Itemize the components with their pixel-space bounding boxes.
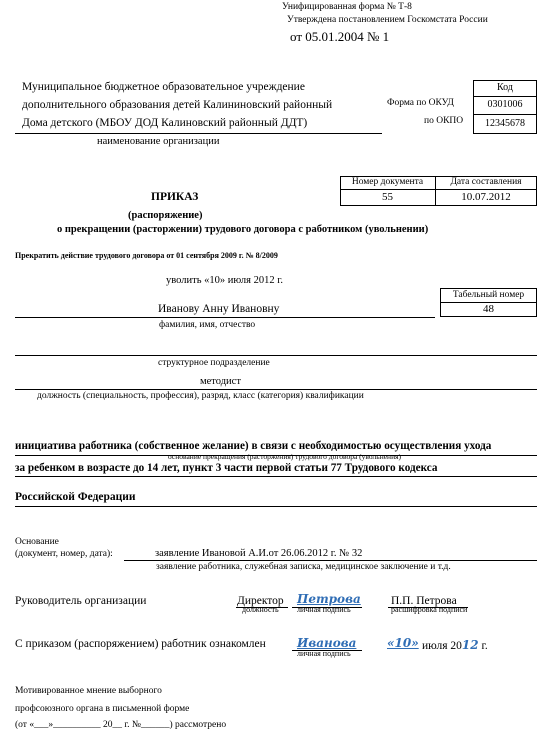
org-underline: [15, 133, 382, 134]
head-decode-caption: расшифровка подписи: [391, 605, 468, 614]
terminate-text: Прекратить действие трудового договора от 01 сентября 2009 г. № 8/2009: [15, 251, 278, 260]
employee-name: Иванову Анну Ивановну: [158, 303, 280, 315]
okud-label: Форма по ОКУД: [387, 98, 454, 108]
tab-number-header: Табельный номер: [452, 290, 525, 300]
org-line-3: Дома детского (МБОУ ДОД Калиновский районный ДДТ): [22, 117, 308, 129]
head-label: Руководитель организации: [15, 595, 147, 607]
form-name: Унифицированная форма № Т-8: [282, 2, 412, 12]
org-caption: наименование организации: [97, 136, 220, 147]
head-signature: Петрова: [297, 592, 361, 606]
org-line-2: дополнительного образования детей Калининовский районный: [22, 99, 333, 111]
head-position-caption: должность: [242, 605, 279, 614]
doc-number-header: Номер документа: [351, 177, 424, 187]
reason-caption: основание прекращения (расторжения) трудового договора (увольнения): [168, 452, 402, 461]
basis-label-2: (документ, номер, дата):: [15, 549, 113, 559]
dismiss-line: уволить «10» июля 2012 г.: [166, 275, 284, 286]
okpo-value: 12345678: [485, 118, 525, 129]
head-signature-caption: личная подпись: [297, 605, 351, 614]
org-line-1: Муниципальное бюджетное образовательное учреждение: [22, 81, 305, 93]
employee-signature-caption: личная подпись: [297, 649, 351, 658]
tab-number-value: 48: [483, 303, 494, 315]
department-underline: [15, 355, 537, 356]
department-caption: структурное подразделение: [158, 358, 270, 368]
order-subtitle: (распоряжение): [128, 210, 203, 221]
acquainted-year: 12: [461, 638, 479, 652]
acquainted-day: «10»: [387, 636, 419, 650]
approval-date: от 05.01.2004 № 1: [290, 29, 390, 44]
codes-header: Код: [497, 82, 513, 93]
acquainted-date: [422, 638, 488, 652]
reason-line-2: за ребенком в возрасте до 14 лет, пункт 3 части первой статьи 77 Трудового кодекса: [15, 462, 438, 474]
employee-name-caption: фамилия, имя, отчество: [159, 320, 256, 330]
acquainted-year-suffix: г.: [478, 640, 488, 652]
position-caption: должность (специальность, профессия), разряд, класс (категория) квалификации: [37, 391, 364, 401]
basis-value: заявление Ивановой А.И.от 26.06.2012 г. № 32: [155, 548, 363, 559]
doc-number: 55: [382, 191, 393, 203]
basis-caption: заявление работника, служебная записка, медицинское заключение и т.д.: [156, 562, 451, 572]
acquainted-month: июля 20: [422, 640, 462, 652]
union-line-3: (от «___»__________ 20__ г. №______) рассмотрено: [15, 720, 227, 730]
order-title: ПРИКАЗ: [151, 191, 199, 203]
doc-date: 10.07.2012: [461, 191, 511, 203]
reason-line-3: Российской Федерации: [15, 491, 136, 503]
okud-value: 0301006: [487, 99, 523, 110]
union-line-2: профсоюзного органа в письменной форме: [15, 704, 190, 714]
employee-position: методист: [200, 376, 241, 387]
acquainted-label: С приказом (распоряжением) работник ознакомлен: [15, 638, 266, 650]
order-about: о прекращении (расторжении) трудового договора с работником (увольнении): [57, 224, 429, 235]
union-line-1: Мотивированное мнение выборного: [15, 686, 162, 696]
head-decode: П.П. Петрова: [391, 595, 457, 607]
head-position: Директор: [237, 595, 284, 607]
approval-text: Утверждена постановлением Госкомстата России: [287, 15, 488, 25]
okpo-label: по ОКПО: [424, 116, 464, 126]
basis-label-1: Основание: [15, 537, 59, 547]
doc-date-header: Дата составления: [450, 177, 522, 187]
reason-line-1: инициатива работника (собственное желание) в связи с необходимостью осуществления ухода: [15, 440, 492, 452]
employee-signature: Иванова: [297, 636, 357, 650]
